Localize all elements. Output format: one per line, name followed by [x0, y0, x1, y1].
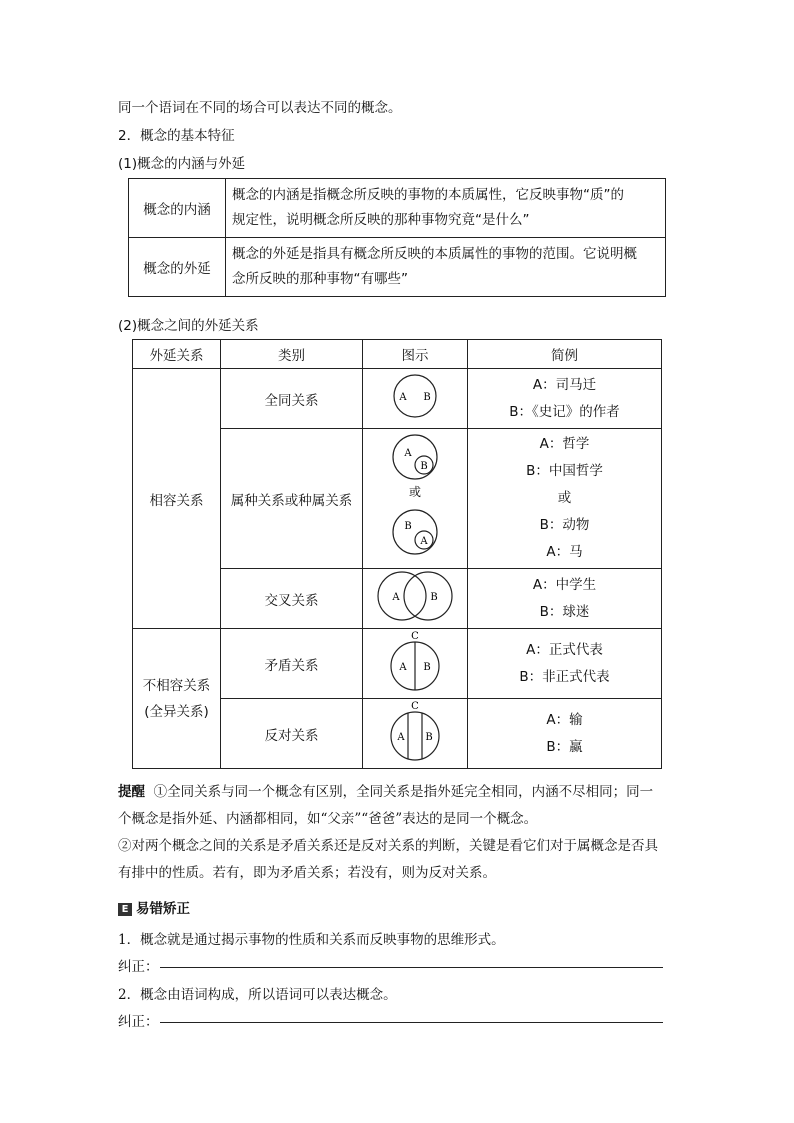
label-b: B: [423, 662, 431, 673]
group-cell: [133, 629, 221, 769]
diagram-cell: [363, 699, 468, 769]
group-label-line: (全异关系): [144, 703, 209, 720]
relations-table: [132, 339, 662, 769]
group-label-line: 不相容关系: [142, 677, 211, 694]
definition-line: 概念的内涵是指概念所反映的事物的本质属性，它反映事物“质”的: [232, 187, 624, 203]
definition-line: 概念的外延是指具有概念所反映的本质属性的事物的范围。它说明概: [232, 246, 637, 262]
concept-table: [128, 178, 666, 297]
example-cell: [468, 429, 662, 569]
label-a: A: [399, 392, 407, 403]
label-a: A: [397, 732, 405, 743]
label-b: B: [423, 392, 431, 403]
label-b: B: [420, 461, 428, 472]
diagram-cell: [363, 369, 468, 429]
tip-line: ②对两个概念之间的关系是矛盾关系还是反对关系的判断，关键是看它们对于属概念是否具: [118, 838, 658, 854]
definition-line: 规定性，说明概念所反映的那种事物究竟“是什么”: [232, 212, 530, 228]
correction-title: 易错矫正: [136, 901, 190, 917]
group-cell: 相容关系: [133, 369, 221, 629]
header-cell: 图示: [363, 340, 468, 369]
intro-line: 同一个语词在不同的场合可以表达不同的概念。: [118, 100, 402, 116]
label-a: A: [420, 536, 428, 547]
example-line: A：司马迁: [532, 376, 597, 393]
correction-heading: [118, 897, 190, 917]
subsection-title-1: (1)概念的内涵与外延: [118, 156, 246, 172]
example-line: A：哲学: [539, 436, 590, 452]
definition-line: 念所反映的那种事物“有哪些”: [232, 271, 408, 287]
label-c: C: [411, 701, 419, 712]
subsection-title-2: (2)概念之间的外延关系: [118, 318, 259, 334]
example-line: A：输: [546, 711, 583, 728]
term-cell: 概念的内涵: [129, 179, 226, 238]
term-cell: 概念的外延: [129, 238, 226, 297]
label-b: B: [425, 732, 433, 743]
answer-line-2[interactable]: [160, 1022, 663, 1023]
example-line: B：《史记》的作者: [509, 403, 620, 420]
question-2: 2．概念由语词构成，所以语词可以表达概念。: [118, 987, 397, 1003]
tip-line: 个概念是指外延、内涵都相同，如“父亲”“爸爸”表达的是同一个概念。: [118, 811, 538, 827]
tip-line: [118, 780, 653, 800]
example-line: B：中国哲学: [526, 463, 603, 479]
definition-cell: [226, 238, 666, 297]
answer-line-1[interactable]: [160, 967, 663, 968]
header-cell: 简例: [468, 340, 662, 369]
diagram-cell: [363, 569, 468, 629]
header-cell: 类别: [221, 340, 363, 369]
diagram-cell: [363, 429, 468, 569]
example-cell: [468, 369, 662, 429]
category-cell: 反对关系: [221, 699, 363, 769]
section-badge-icon: E: [118, 903, 132, 916]
label-b: B: [430, 592, 438, 603]
contradiction-diagram: [363, 629, 467, 694]
label-c: C: [411, 631, 419, 642]
example-line: B：非正式代表: [519, 668, 610, 685]
answer-label-1: 纠正：: [118, 959, 159, 975]
header-cell: 外延关系: [133, 340, 221, 369]
example-line: 或: [557, 490, 572, 506]
example-line: B：球迷: [539, 603, 590, 620]
example-cell: [468, 699, 662, 769]
identity-diagram: [363, 369, 467, 424]
example-line: B：动物: [539, 517, 590, 533]
tip-line: 有排中的性质。若有，即为矛盾关系；若没有，则为反对关系。: [118, 865, 496, 881]
category-cell: 交叉关系: [221, 569, 363, 629]
definition-cell: [226, 179, 666, 238]
contrary-diagram: [363, 699, 467, 764]
diagram-cell: [363, 629, 468, 699]
example-line: A：正式代表: [526, 641, 603, 658]
example-cell: [468, 629, 662, 699]
example-line: B：赢: [546, 738, 583, 755]
question-1: 1．概念就是通过揭示事物的性质和关系而反映事物的思维形式。: [118, 932, 505, 948]
category-cell: 属种关系或种属关系: [221, 429, 363, 569]
label-or: 或: [408, 485, 422, 499]
label-a: A: [404, 448, 412, 459]
label-a: A: [399, 662, 407, 673]
category-cell: 矛盾关系: [221, 629, 363, 699]
label-a: A: [392, 592, 400, 603]
answer-label-2: 纠正：: [118, 1014, 159, 1030]
category-cell: 全同关系: [221, 369, 363, 429]
tip-text: ①全同关系与同一个概念有区别，全同关系是指外延完全相同，内涵不尽相同；同一: [153, 784, 654, 800]
section-title: 2．概念的基本特征: [118, 128, 235, 144]
label-b: B: [404, 521, 412, 532]
intersection-diagram: [363, 569, 467, 624]
example-line: A：中学生: [532, 576, 597, 593]
genus-species-diagram: [363, 429, 467, 564]
tip-label: 提醒: [118, 784, 145, 800]
example-line: A：马: [546, 544, 583, 560]
example-cell: [468, 569, 662, 629]
